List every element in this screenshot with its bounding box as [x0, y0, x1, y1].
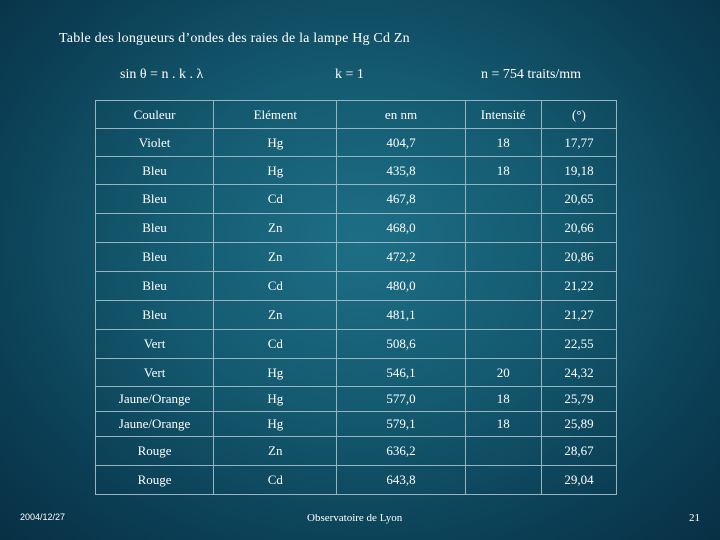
slide-title: Table des longueurs d’ondes des raies de la lampe Hg Cd Zn — [59, 31, 410, 46]
cell-couleur: Jaune/Orange — [96, 387, 214, 412]
cell-couleur: Bleu — [96, 301, 214, 330]
cell-element: Zn — [214, 437, 337, 466]
cell-wavelength: 472,2 — [337, 243, 465, 272]
table-row — [96, 412, 617, 437]
cell-intensite: 18 — [465, 412, 541, 437]
cell-intensite — [465, 214, 541, 243]
cell-couleur: Bleu — [96, 185, 214, 214]
header-wavelength: en nm — [337, 101, 465, 129]
table-row — [96, 214, 617, 243]
table-row — [96, 157, 617, 185]
cell-element: Zn — [214, 214, 337, 243]
table-header-row — [96, 101, 617, 129]
cell-angle: 17,77 — [541, 129, 616, 157]
cell-couleur: Bleu — [96, 272, 214, 301]
cell-element: Cd — [214, 272, 337, 301]
cell-couleur: Bleu — [96, 157, 214, 185]
table-row — [96, 243, 617, 272]
table-row — [96, 466, 617, 495]
cell-intensite: 20 — [465, 359, 541, 387]
cell-element: Cd — [214, 330, 337, 359]
cell-intensite — [465, 301, 541, 330]
cell-element: Hg — [214, 157, 337, 185]
table-row — [96, 272, 617, 301]
page-number: 21 — [689, 512, 700, 524]
cell-element: Cd — [214, 466, 337, 495]
cell-wavelength: 508,6 — [337, 330, 465, 359]
cell-element: Hg — [214, 412, 337, 437]
cell-couleur: Bleu — [96, 243, 214, 272]
cell-couleur: Bleu — [96, 214, 214, 243]
cell-wavelength: 435,8 — [337, 157, 465, 185]
grating-density: n = 754 traits/mm — [481, 67, 582, 82]
header-element: Elément — [214, 101, 337, 129]
cell-angle: 19,18 — [541, 157, 616, 185]
cell-wavelength: 643,8 — [337, 466, 465, 495]
cell-angle: 20,66 — [541, 214, 616, 243]
cell-couleur: Violet — [96, 129, 214, 157]
cell-couleur: Vert — [96, 330, 214, 359]
table-row — [96, 359, 617, 387]
cell-intensite: 18 — [465, 387, 541, 412]
cell-angle: 21,22 — [541, 272, 616, 301]
table-row — [96, 387, 617, 412]
cell-angle: 20,65 — [541, 185, 616, 214]
cell-couleur: Vert — [96, 359, 214, 387]
cell-couleur: Rouge — [96, 437, 214, 466]
cell-intensite — [465, 243, 541, 272]
cell-intensite: 18 — [465, 129, 541, 157]
cell-angle: 20,86 — [541, 243, 616, 272]
cell-intensite: 18 — [465, 157, 541, 185]
cell-couleur: Jaune/Orange — [96, 412, 214, 437]
table-row — [96, 129, 617, 157]
header-angle: (°) — [541, 101, 616, 129]
cell-wavelength: 577,0 — [337, 387, 465, 412]
footer-date: 2004/12/27 — [20, 512, 66, 522]
cell-angle: 22,55 — [541, 330, 616, 359]
footer-organization: Observatoire de Lyon — [307, 512, 403, 524]
cell-intensite — [465, 437, 541, 466]
cell-wavelength: 546,1 — [337, 359, 465, 387]
cell-intensite — [465, 185, 541, 214]
cell-angle: 21,27 — [541, 301, 616, 330]
cell-element: Zn — [214, 243, 337, 272]
cell-wavelength: 468,0 — [337, 214, 465, 243]
diffraction-order: k = 1 — [335, 67, 364, 82]
cell-intensite — [465, 330, 541, 359]
cell-angle: 28,67 — [541, 437, 616, 466]
table-row — [96, 437, 617, 466]
cell-wavelength: 636,2 — [337, 437, 465, 466]
cell-angle: 25,89 — [541, 412, 616, 437]
cell-angle: 24,32 — [541, 359, 616, 387]
cell-wavelength: 481,1 — [337, 301, 465, 330]
cell-wavelength: 467,8 — [337, 185, 465, 214]
cell-wavelength: 579,1 — [337, 412, 465, 437]
cell-wavelength: 480,0 — [337, 272, 465, 301]
cell-element: Hg — [214, 387, 337, 412]
cell-element: Zn — [214, 301, 337, 330]
header-intensite: Intensité — [465, 101, 541, 129]
cell-intensite — [465, 466, 541, 495]
cell-couleur: Rouge — [96, 466, 214, 495]
spectral-lines-table — [95, 100, 617, 495]
table-row — [96, 185, 617, 214]
cell-element: Cd — [214, 185, 337, 214]
header-couleur: Couleur — [96, 101, 214, 129]
cell-element: Hg — [214, 359, 337, 387]
grating-equation: sin θ = n . k . λ — [120, 67, 204, 82]
table-row — [96, 301, 617, 330]
cell-intensite — [465, 272, 541, 301]
cell-angle: 29,04 — [541, 466, 616, 495]
cell-element: Hg — [214, 129, 337, 157]
cell-wavelength: 404,7 — [337, 129, 465, 157]
cell-angle: 25,79 — [541, 387, 616, 412]
table-row — [96, 330, 617, 359]
